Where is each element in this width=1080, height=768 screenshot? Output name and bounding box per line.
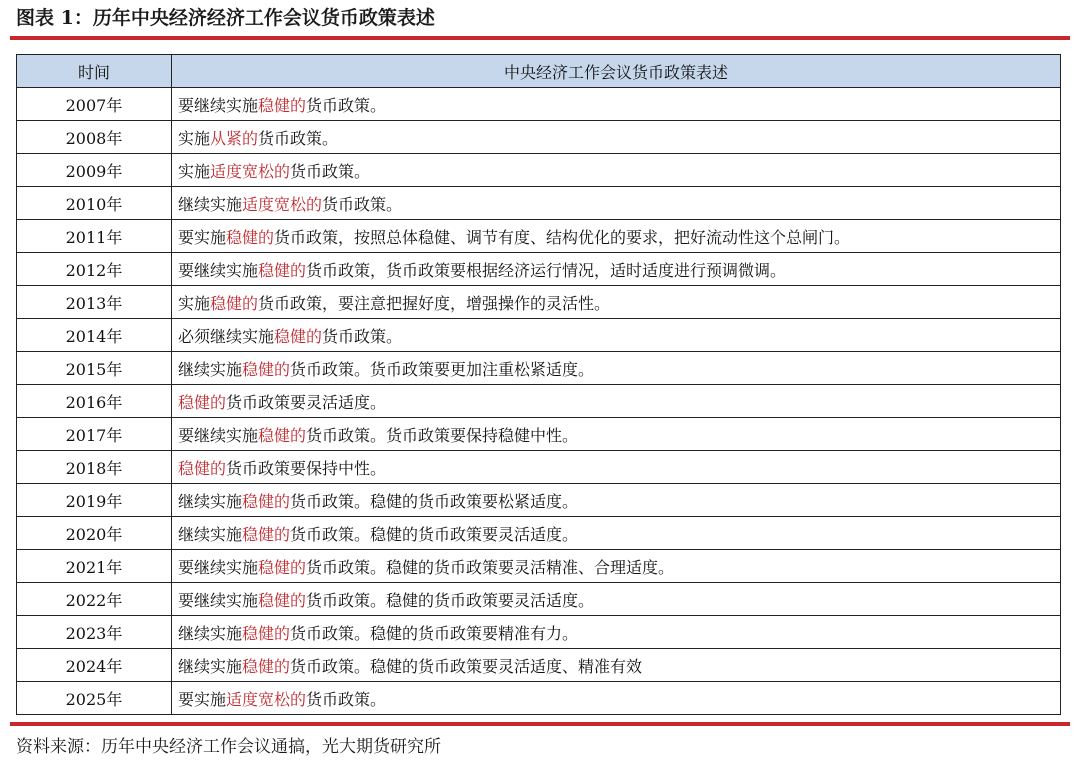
description-text: 货币政策，货币政策要根据经济运行情况，适时适度进行预调微调。 [306,260,787,280]
description-text: 要继续实施 [178,260,259,280]
description-text: 货币政策。稳健的货币政策要精准有力。 [290,623,579,643]
bottom-red-rule [10,722,1070,726]
top-red-rule [10,36,1070,40]
highlighted-policy-stance: 稳健的 [178,392,227,412]
description-text: 货币政策。稳健的货币政策要灵活适度。 [290,524,579,544]
highlighted-policy-stance: 稳健的 [258,557,307,577]
highlighted-policy-stance: 稳健的 [178,458,227,478]
description-cell [172,484,1061,517]
highlighted-policy-stance: 适度宽松的 [210,161,291,181]
description-text: 继续实施 [178,194,243,214]
year-cell: 2014年 [17,319,172,352]
description-text: 货币政策。稳健的货币政策要灵活精准、合理适度。 [306,557,675,577]
table-row [17,649,1061,682]
description-cell [172,286,1061,319]
description-cell [172,88,1061,121]
table-row [17,187,1061,220]
description-text: 货币政策。稳健的货币政策要松紧适度。 [290,491,579,511]
highlighted-policy-stance: 稳健的 [210,293,259,313]
year-cell: 2023年 [17,616,172,649]
description-cell [172,352,1061,385]
highlighted-policy-stance: 稳健的 [242,359,291,379]
highlighted-policy-stance: 稳健的 [242,524,291,544]
description-cell [172,616,1061,649]
year-cell: 2019年 [17,484,172,517]
year-cell: 2022年 [17,583,172,616]
table-row [17,154,1061,187]
table-row [17,484,1061,517]
description-text: 货币政策要灵活适度。 [226,392,387,412]
description-cell [172,319,1061,352]
description-text: 货币政策。 [258,128,339,148]
highlighted-policy-stance: 适度宽松的 [242,194,323,214]
year-cell: 2013年 [17,286,172,319]
year-cell: 2024年 [17,649,172,682]
table-header-row [17,55,1061,88]
header-description: 中央经济工作会议货币政策表述 [172,55,1061,88]
description-text: 实施 [178,293,211,313]
year-cell: 2016年 [17,385,172,418]
table-row [17,319,1061,352]
table-row [17,286,1061,319]
highlighted-policy-stance: 稳健的 [258,260,307,280]
description-cell [172,220,1061,253]
description-text: 货币政策。 [290,161,371,181]
highlighted-policy-stance: 稳健的 [242,623,291,643]
description-text: 继续实施 [178,656,243,676]
highlighted-policy-stance: 适度宽松的 [226,689,307,709]
description-cell [172,451,1061,484]
table-row [17,121,1061,154]
description-text: 要继续实施 [178,95,259,115]
description-text: 货币政策。 [306,689,387,709]
highlighted-policy-stance: 稳健的 [226,227,275,247]
description-text: 要继续实施 [178,590,259,610]
description-text: 实施 [178,128,211,148]
description-cell [172,649,1061,682]
description-text: 货币政策要保持中性。 [226,458,387,478]
description-text: 要实施 [178,227,227,247]
table-row [17,451,1061,484]
description-text: 货币政策。稳健的货币政策要灵活适度。 [306,590,595,610]
year-cell: 2011年 [17,220,172,253]
description-text: 货币政策，按照总体稳健、调节有度、结构优化的要求，把好流动性这个总闸门。 [274,227,851,247]
description-cell [172,187,1061,220]
table-row [17,682,1061,715]
description-text: 货币政策。 [322,326,403,346]
year-cell: 2018年 [17,451,172,484]
highlighted-policy-stance: 稳健的 [242,491,291,511]
table-row [17,385,1061,418]
year-cell: 2010年 [17,187,172,220]
table-row [17,517,1061,550]
description-cell [172,583,1061,616]
description-cell [172,253,1061,286]
description-cell [172,121,1061,154]
table-row [17,583,1061,616]
description-text: 货币政策。 [322,194,403,214]
description-cell [172,154,1061,187]
highlighted-policy-stance: 稳健的 [258,95,307,115]
description-text: 继续实施 [178,359,243,379]
table-row [17,253,1061,286]
table-body [17,88,1061,715]
description-text: 必须继续实施 [178,326,275,346]
year-cell: 2025年 [17,682,172,715]
header-year: 时间 [17,55,172,88]
table-row [17,418,1061,451]
highlighted-policy-stance: 稳健的 [258,425,307,445]
year-cell: 2021年 [17,550,172,583]
table-row [17,88,1061,121]
year-cell: 2020年 [17,517,172,550]
description-text: 要实施 [178,689,227,709]
description-text: 货币政策。货币政策要保持稳健中性。 [306,425,579,445]
table-row [17,220,1061,253]
highlighted-policy-stance: 稳健的 [258,590,307,610]
description-text: 继续实施 [178,623,243,643]
description-cell [172,517,1061,550]
description-cell [172,682,1061,715]
table-row [17,550,1061,583]
highlighted-policy-stance: 稳健的 [242,656,291,676]
description-text: 货币政策。货币政策要更加注重松紧适度。 [290,359,595,379]
description-text: 货币政策，要注意把握好度，增强操作的灵活性。 [258,293,611,313]
highlighted-policy-stance: 稳健的 [274,326,323,346]
year-cell: 2012年 [17,253,172,286]
description-cell [172,418,1061,451]
description-text: 要继续实施 [178,557,259,577]
source-note: 资料来源：历年中央经济工作会议通搞，光大期货研究所 [16,737,441,757]
description-text: 货币政策。稳健的货币政策要灵活适度、精准有效 [290,656,643,676]
description-cell [172,550,1061,583]
description-text: 要继续实施 [178,425,259,445]
year-cell: 2009年 [17,154,172,187]
description-cell [172,385,1061,418]
policy-table [16,54,1061,715]
description-text: 货币政策。 [306,95,387,115]
highlighted-policy-stance: 从紧的 [210,128,259,148]
description-text: 实施 [178,161,211,181]
table-row [17,616,1061,649]
table-row [17,352,1061,385]
description-text: 继续实施 [178,491,243,511]
year-cell: 2015年 [17,352,172,385]
description-text: 继续实施 [178,524,243,544]
year-cell: 2008年 [17,121,172,154]
figure-title: 图表 1：历年中央经济经济工作会议货币政策表述 [16,7,435,29]
year-cell: 2007年 [17,88,172,121]
year-cell: 2017年 [17,418,172,451]
